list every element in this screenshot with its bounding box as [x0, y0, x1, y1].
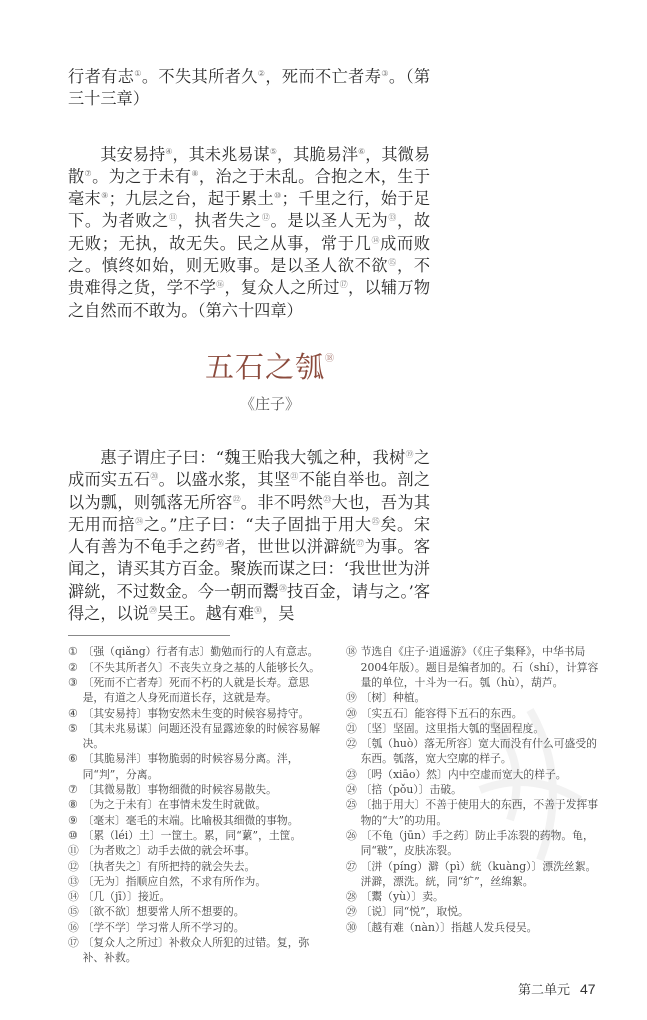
footnote-number: ㉚: [346, 920, 357, 934]
footnote-ref[interactable]: ⑨: [101, 191, 109, 201]
footnote-text: 〔拙于用大〕不善于使用大的东西，不善于发挥事物的“大”的功用。: [360, 798, 599, 827]
footnote-item: [346, 721, 601, 736]
footnote-item: [68, 660, 330, 675]
footnote-item: [68, 828, 330, 843]
footnote-ref[interactable]: ㉚: [254, 606, 263, 616]
footnote-item: [68, 935, 330, 966]
footnote-ref[interactable]: ⑧: [191, 168, 199, 178]
footnote-item: [346, 920, 601, 935]
footnote-number: ⑳: [346, 706, 357, 720]
footnote-text: 〔实五石〕能容得下五石的东西。: [360, 706, 523, 720]
footnote-ref[interactable]: ㉒: [232, 494, 241, 504]
text-segment: ，其未兆易谋: [172, 144, 270, 164]
footnote-text: 〔执者失之〕有所把持的就会失去。: [82, 859, 256, 873]
footnote-number: ⑫: [68, 859, 79, 873]
footnotes: [68, 644, 601, 965]
footnote-ref[interactable]: ⑲: [405, 449, 414, 459]
footnote-number: ㉓: [346, 767, 357, 781]
footnote-text: 〔其安易持〕事物安然未生变的时候容易持守。: [82, 706, 310, 720]
footnote-number: ⑯: [68, 920, 79, 934]
paragraph-text: [68, 447, 430, 625]
footnote-number: ㉑: [346, 721, 357, 735]
footnote-number: ⑧: [68, 798, 78, 812]
footnote-item: [68, 675, 330, 706]
footnote-ref[interactable]: ④: [165, 146, 173, 156]
footnote-item: [68, 874, 330, 889]
footnote-text: 节选自《庄子·逍遥游》（《庄子集释》，中华书局2004年版）。题目是编者加的。石（shí），计算容量的单位，十斗为一石。瓠（hù），葫芦。: [360, 645, 599, 689]
footnote-number: ⑥: [68, 752, 78, 766]
footnote-number: ㉘: [346, 890, 357, 904]
page-number: 47: [580, 980, 596, 997]
footnote-ref[interactable]: ⑮: [388, 258, 397, 268]
footnote-text: 〔其微易散〕事物细微的时候容易散失。: [82, 783, 277, 797]
footnote-item: [346, 889, 601, 904]
footnote-ref[interactable]: ㉗: [356, 539, 365, 549]
footnotes-left-column: [68, 644, 330, 965]
footnote-item: [68, 797, 330, 812]
footnote-ref[interactable]: ②: [257, 69, 266, 78]
text-segment: 。是以圣人无为: [270, 211, 389, 231]
text-segment: ，执者失之: [177, 211, 262, 231]
footnote-number: ⑪: [68, 844, 79, 858]
footnote-number: ⑦: [68, 783, 78, 797]
text-segment: 。为之于未有: [92, 166, 192, 186]
footnote-ref[interactable]: ⑳: [150, 472, 159, 482]
footnote-ref[interactable]: ③: [381, 69, 389, 78]
paragraph-wushi-zhi-hu: [68, 447, 430, 625]
text-segment: 。以盛水浆，其坚: [158, 470, 291, 490]
footnote-text: 〔不龟（jūn）手之药〕防止手冻裂的药物。龟，同“皲”，皮肤冻裂。: [360, 828, 594, 858]
footnote-item: [346, 782, 601, 797]
article-source: 《庄子》: [239, 394, 300, 413]
footnote-text: 〔鬻（yù）〕卖。: [360, 890, 444, 904]
footnote-text: 〔呺（xiāo）然〕内中空虚而宽大的样子。: [360, 767, 567, 781]
footnote-ref[interactable]: ㉖: [216, 539, 225, 549]
footnote-number: ㉗: [346, 859, 357, 873]
footnote-item: [346, 767, 601, 782]
footnote-text: 〔其脆易泮〕事物脆弱的时候容易分离。泮，同“判”，分离。: [82, 752, 299, 781]
footnote-text: 〔坚〕坚固。这里指大瓠的坚固程度。: [360, 721, 545, 735]
footnote-text: 〔死而不亡者寿〕死而不朽的人就是长寿。意思是，有道之人身死而道长存，这就是寿。: [82, 675, 310, 705]
footnote-number: ⑤: [68, 721, 78, 735]
text-segment: ，治之于未乱。合抱之木，生于毫末: [68, 166, 431, 209]
text-segment: ，吴: [262, 604, 295, 624]
text-segment: ，故无败；无执，故无失。民之从事，常于几: [68, 211, 431, 253]
footnote-ref[interactable]: ⑦: [84, 168, 93, 178]
text-segment: ，不贵难得之货，学不学: [68, 256, 431, 298]
footnote-ref[interactable]: ⑯: [216, 280, 225, 290]
footnote-ref[interactable]: ⑭: [371, 235, 381, 245]
text-segment: 为事。客闻之，请买其方百金。聚族而谋之曰：‘我世世为洴澼絖，不过数金。今一朝而鬻: [68, 537, 431, 601]
footnote-number: ①: [68, 645, 78, 659]
footnote-ref[interactable]: ⑪: [169, 213, 178, 223]
text-segment: 其安易持: [100, 144, 166, 164]
footnote-ref[interactable]: ㉔: [135, 516, 144, 526]
footnote-number: ㉕: [346, 798, 357, 812]
footnote-number: ⑨: [68, 813, 78, 827]
footnote-text: 〔树〕种植。: [360, 691, 426, 705]
footnote-ref[interactable]: ⑫: [261, 213, 271, 223]
footnote-item: [68, 843, 330, 858]
text-segment: ，其微易散: [68, 144, 431, 186]
footnote-number: ㉔: [346, 783, 357, 797]
footnote-ref[interactable]: ㉑: [290, 472, 299, 482]
text-segment: 者，世世以洴澼絖: [224, 537, 357, 557]
footnote-text: 〔为之于未有〕在事情未发生时就做。: [82, 798, 267, 812]
footnote-item: [68, 721, 330, 752]
footnote-text: 〔不失其所者久〕不丧失立身之基的人能够长久。: [82, 660, 321, 674]
footnote-text: 〔为者败之〕动手去做的就会坏事。: [82, 844, 256, 858]
title-note-ref: ⑱: [325, 353, 336, 364]
footnote-item: [346, 904, 601, 919]
footnote-ref[interactable]: ㉘: [278, 583, 287, 593]
footnote-item: [346, 736, 601, 767]
footnote-item: [346, 706, 601, 721]
footnote-text: 〔洴（píng）澼（pì）絖（kuàng）〕漂洗丝絮。洴澼，漂洗。絖，同“纩”，丝绵絮。: [360, 859, 597, 888]
footnote-item: [346, 828, 601, 859]
footnote-item: [346, 690, 601, 705]
text-segment: 之成而实五石: [68, 447, 431, 490]
unit-label: 第二单元: [518, 982, 571, 998]
footnote-item: [68, 859, 330, 874]
text-segment: 之。”庄子曰：“夫子固拙于用大: [143, 514, 372, 534]
text-segment: ，复众人之所过: [224, 278, 340, 298]
footnote-text: 〔越有难（nàn）〕指越人发兵侵吴。: [360, 920, 538, 934]
text-segment: 。不失其所者久: [141, 67, 258, 86]
text-segment: ，死而不亡者寿: [265, 67, 382, 86]
footnote-item: [346, 644, 601, 690]
text-segment: 。（第三十三章）: [68, 67, 431, 109]
page-footer: [518, 980, 608, 1000]
footnote-item: [68, 782, 330, 797]
text-segment: 吴王。越有难: [156, 604, 255, 624]
text-segment: ，以辅万物之自然而不敢为。（第六十四章）: [68, 278, 431, 320]
footnote-number: ③: [68, 675, 78, 689]
text-segment: ，其脆易泮: [276, 144, 359, 164]
footnote-number: ㉒: [346, 737, 357, 751]
footnote-number: ⑲: [346, 691, 357, 705]
footnote-item: [68, 904, 330, 919]
footnote-item: [68, 706, 330, 721]
title-text: 五石之瓠: [204, 349, 325, 384]
footnote-text: 〔学不学〕学习常人所不学习的。: [82, 920, 245, 934]
footnote-text: 〔瓠（huò）落无所容〕宽大而没有什么可盛受的东西。瓠落，宽大空廓的样子。: [360, 737, 597, 766]
text-segment: 矣。宋人有善为不龟手之药: [68, 514, 431, 557]
text-segment: ；九层之台，起于累土: [108, 189, 274, 209]
footnote-number: ②: [68, 660, 78, 674]
footnote-text: 〔欲不欲〕想要常人所不想要的。: [82, 905, 245, 919]
footnote-text: 〔复众人之所过〕补救众人所犯的过错。复，弥补、补救。: [82, 935, 310, 965]
footnote-number: ⑰: [68, 935, 79, 949]
footnote-ref[interactable]: ㉕: [371, 516, 381, 526]
footnote-text: 〔累（léi）土〕一筐土。累，同“蔂”，土筐。: [82, 828, 302, 842]
text-segment: 惠子谓庄子曰：“魏王贻我大瓠之种，我树: [100, 447, 406, 467]
footnote-number: ⑮: [68, 905, 79, 919]
footnote-divider: [68, 635, 230, 636]
footnote-item: [346, 797, 601, 828]
footnote-ref[interactable]: ㉙: [148, 606, 157, 616]
paragraph-dao-64: [68, 144, 430, 322]
footnote-ref[interactable]: ⑤: [269, 146, 277, 156]
footnote-ref[interactable]: ⑥: [358, 146, 366, 156]
text-segment: 行者有志: [68, 67, 135, 86]
paragraph-text: [68, 66, 430, 111]
footnote-number: ⑩: [68, 828, 78, 842]
footnote-number: ㉙: [346, 905, 357, 919]
footnote-text: 〔几（jī）〕接近。: [82, 890, 171, 904]
footnote-number: ⑬: [68, 874, 79, 888]
footnote-item: [68, 889, 330, 904]
footnote-text: 〔强（qiǎng）行者有志〕勤勉而行的人有意志。: [82, 645, 319, 659]
text-segment: ；千里之行，始于足下。为者败之: [68, 189, 431, 231]
footnote-item: [68, 751, 330, 782]
footnote-item: [68, 813, 330, 828]
footnotes-right-column: [346, 644, 601, 935]
text-segment: 。非不呺然: [240, 492, 324, 512]
article-title: [0, 348, 540, 386]
footnote-number: ⑱: [346, 645, 357, 659]
footnote-ref[interactable]: ⑬: [388, 213, 398, 223]
footnote-number: ⑭: [68, 890, 79, 904]
footnote-text: 〔毫末〕毫毛的末端。比喻极其细微的事物。: [82, 813, 299, 827]
text-segment: 不能自举也。剖之以为瓢，则瓠落无所容: [68, 470, 431, 512]
footnote-ref[interactable]: ⑰: [339, 280, 348, 290]
footnote-text: 〔说〕同“悦”，取悦。: [360, 905, 469, 919]
paragraph-text: [68, 144, 430, 322]
footnote-text: 〔其未兆易谋〕问题还没有显露迹象的时候容易解决。: [82, 721, 321, 751]
footnote-text: 〔掊（pǒu）〕击破。: [360, 783, 462, 797]
footnote-item: [68, 644, 330, 659]
footnote-number: ④: [68, 706, 78, 720]
footnote-ref[interactable]: ㉓: [323, 494, 332, 504]
paragraph-dao-33: [68, 66, 430, 111]
footnote-number: ㉖: [346, 828, 357, 842]
text-segment: 技百金，请与之。’客得之，以说: [68, 581, 431, 624]
footnote-ref[interactable]: ①: [134, 69, 142, 78]
text-segment: 大也，吾为其无用而掊: [68, 492, 431, 534]
footnote-item: [68, 920, 330, 935]
text-segment: 成而败之。慎终如始，则无败事。是以圣人欲不欲: [68, 233, 431, 276]
footnote-item: [346, 859, 601, 890]
footnote-text: 〔无为〕指顺应自然，不求有所作为。: [82, 874, 267, 888]
footnote-ref[interactable]: ⑩: [274, 191, 282, 201]
